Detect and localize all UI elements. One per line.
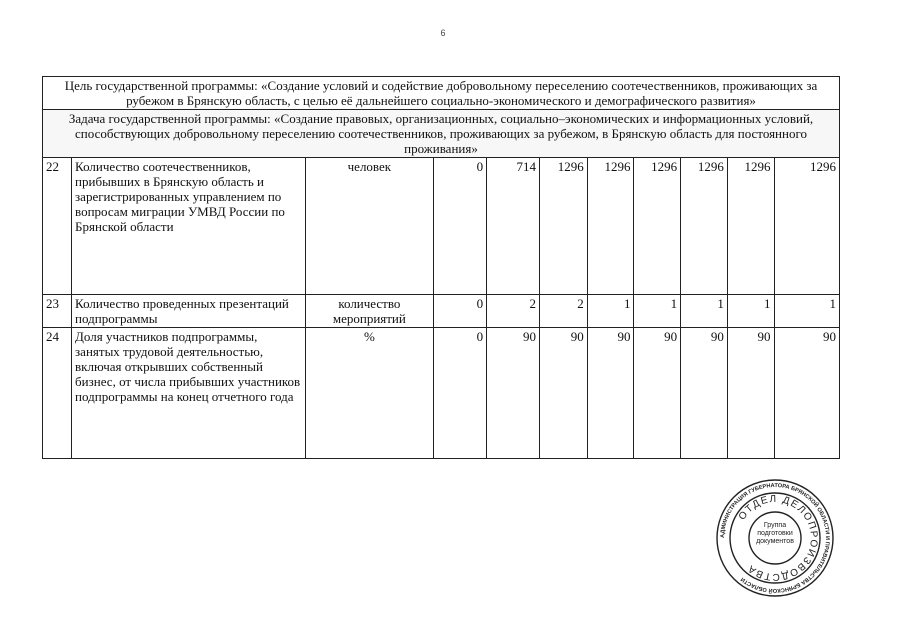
task-row (43, 110, 840, 158)
value-cell: 1296 (774, 158, 839, 295)
value-cell: 1 (634, 295, 681, 328)
stamp-center-text: Группа подготовки документов (756, 522, 794, 545)
value-cell: 1296 (634, 158, 681, 295)
value-cell: 1296 (681, 158, 728, 295)
value-cell: 90 (487, 328, 540, 459)
stamp-graphic (715, 478, 835, 598)
task-cell: Задача государственной программы: «Создание правовых, организационных, социально–экономических и информационных условий, способствующих добровольному переселению соотечественников, проживающих за рубежом, в Брянскую область для постоянного проживания» (43, 110, 840, 158)
row-number: 23 (43, 295, 72, 328)
unit-cell: количество мероприятий (305, 295, 434, 328)
page-number: 6 (440, 28, 446, 38)
table-row (43, 295, 840, 328)
value-cell: 2 (487, 295, 540, 328)
unit-cell: % (305, 328, 434, 459)
value-cell: 1296 (540, 158, 588, 295)
indicator-name: Количество соотечественников, прибывших в Брянскую область и зарегистрированных управлением по вопросам миграции УМВД России по Брянской области (72, 158, 305, 295)
goal-cell: Цель государственной программы: «Создание условий и содействие добровольному переселению соотечественников, проживающих за рубежом в Брянскую область, с целью её дальнейшего социально-экономического и демографического развития» (43, 77, 840, 110)
indicator-name: Доля участников подпрограммы, занятых трудовой деятельностью, включая открывших собственный бизнес, от числа прибывших участников подпрограммы на конец отчетного года (72, 328, 305, 459)
value-cell: 1 (587, 295, 634, 328)
row-number: 22 (43, 158, 72, 295)
stamp-outer-text: АДМИНИСТРАЦИЯ ГУБЕРНАТОРА БРЯНСКОЙ ОБЛАСТИ И ПРАВИТЕЛЬСТВА БРЯНСКОЙ ОБЛАСТИ (719, 482, 831, 594)
value-cell: 1296 (727, 158, 774, 295)
value-cell: 1 (727, 295, 774, 328)
unit-cell: человек (305, 158, 434, 295)
value-cell: 714 (487, 158, 540, 295)
value-cell: 1 (681, 295, 728, 328)
value-cell: 0 (434, 295, 487, 328)
value-cell: 90 (681, 328, 728, 459)
value-cell: 90 (634, 328, 681, 459)
value-cell: 90 (540, 328, 588, 459)
value-cell: 2 (540, 295, 588, 328)
table-row (43, 158, 840, 295)
value-cell: 90 (587, 328, 634, 459)
value-cell: 90 (727, 328, 774, 459)
value-cell: 0 (434, 158, 487, 295)
indicator-name: Количество проведенных презентаций подпрограммы (72, 295, 305, 328)
value-cell: 1 (774, 295, 839, 328)
value-cell: 1296 (587, 158, 634, 295)
official-stamp (715, 478, 835, 598)
table-row (43, 328, 840, 459)
stamp-inner-text: ОТДЕЛ ДЕЛОПРОИЗВОДСТВА (736, 493, 820, 583)
goal-row (43, 77, 840, 110)
value-cell: 90 (774, 328, 839, 459)
indicators-table (42, 76, 840, 459)
row-number: 24 (43, 328, 72, 459)
value-cell: 0 (434, 328, 487, 459)
